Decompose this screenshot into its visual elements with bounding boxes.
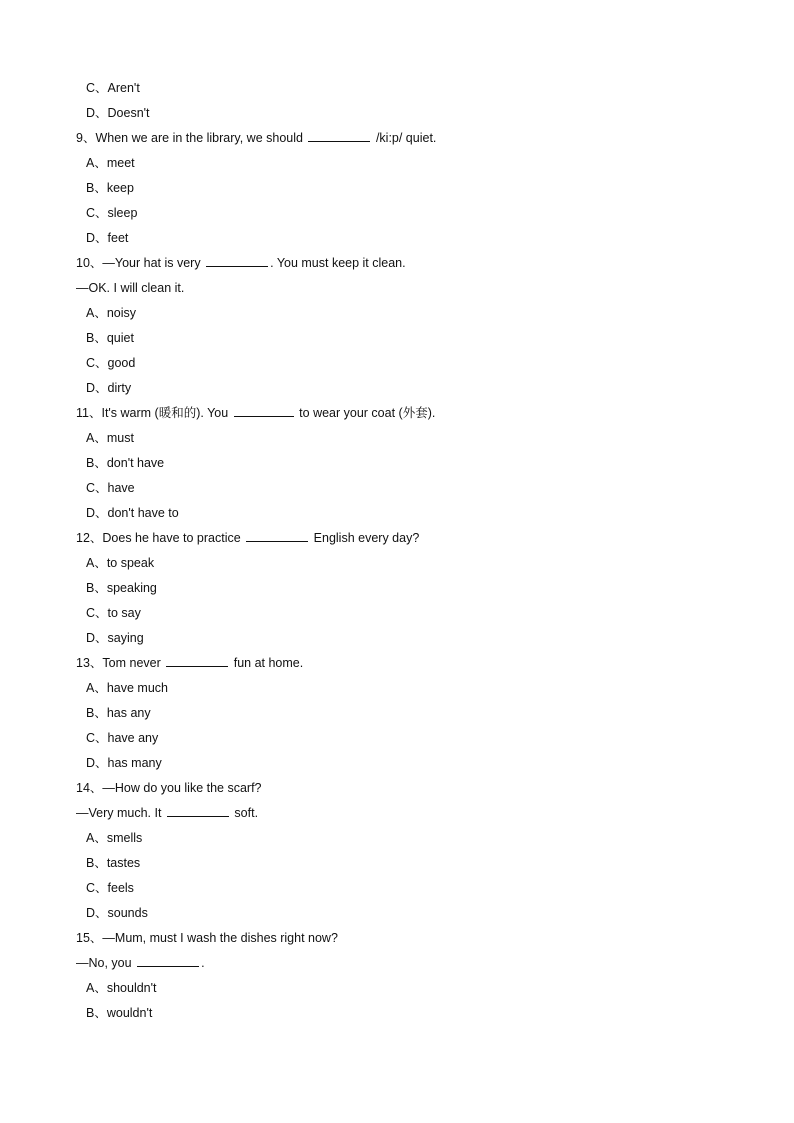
q14-reply [0, 801, 794, 826]
q15-option-a: A、shouldn't [86, 981, 157, 995]
answer-blank [234, 404, 294, 417]
q9-stem-post: /ki:p/ quiet. [375, 131, 437, 145]
q10-option-c: C、good [86, 356, 136, 370]
q13-option-a: A、have much [86, 681, 168, 695]
q11-option-a: A、must [86, 431, 134, 445]
q10-reply: —OK. I will clean it. [76, 281, 185, 295]
q15-reply-post: . [201, 956, 205, 970]
q9-stem [0, 126, 794, 151]
q10-stem-pre: 10、—Your hat is very [76, 256, 201, 270]
q11-option-d: D、don't have to [86, 506, 179, 520]
q12-option-c: C、to say [86, 606, 141, 620]
answer-blank [167, 804, 229, 817]
answer-blank [246, 529, 308, 542]
q9-option-a: A、meet [86, 156, 135, 170]
answer-blank [206, 254, 268, 267]
q14-reply-post: soft. [234, 806, 259, 820]
q10-stem [0, 251, 794, 276]
answer-blank [166, 654, 228, 667]
q9-stem-pre: 9、When we are in the library, we should [76, 131, 303, 145]
q14-stem: 14、—How do you like the scarf? [76, 781, 262, 795]
q13-stem-pre: 13、Tom never [76, 656, 161, 670]
q13-option-c: C、have any [86, 731, 159, 745]
q11-stem-post: to wear your coat (外套). [299, 406, 436, 420]
q14-option-d: D、sounds [86, 906, 148, 920]
q15-reply [0, 951, 794, 976]
q13-stem [0, 651, 794, 676]
q11-stem-pre: 11、It's warm (暖和的). You [76, 406, 229, 420]
q12-stem-pre: 12、Does he have to practice [76, 531, 241, 545]
q10-option-b: B、quiet [86, 331, 134, 345]
q14-option-a: A、smells [86, 831, 143, 845]
answer-blank [308, 129, 370, 142]
q11-option-c: C、have [86, 481, 135, 495]
answer-blank [137, 954, 199, 967]
q14-option-b: B、tastes [86, 856, 141, 870]
q8-option-c: C、Aren't [86, 81, 140, 95]
q15-option-b: B、wouldn't [86, 1006, 153, 1020]
q9-option-c: C、sleep [86, 206, 138, 220]
q12-stem [0, 526, 794, 551]
q12-option-a: A、to speak [86, 556, 155, 570]
q14-option-c: C、feels [86, 881, 134, 895]
q10-stem-post: . You must keep it clean. [270, 256, 406, 270]
q15-stem: 15、—Mum, must I wash the dishes right now? [76, 931, 338, 945]
q12-stem-post: English every day? [313, 531, 420, 545]
q11-option-b: B、don't have [86, 456, 165, 470]
q9-option-d: D、feet [86, 231, 129, 245]
q13-stem-post: fun at home. [233, 656, 304, 670]
q12-option-b: B、speaking [86, 581, 157, 595]
q10-option-a: A、noisy [86, 306, 137, 320]
q12-option-d: D、saying [86, 631, 144, 645]
q8-option-d: D、Doesn't [86, 106, 150, 120]
q9-option-b: B、keep [86, 181, 134, 195]
q15-reply-pre: —No, you [76, 956, 132, 970]
q14-reply-pre: —Very much. It [76, 806, 162, 820]
q13-option-b: B、has any [86, 706, 151, 720]
exam-page [0, 76, 794, 1026]
q11-stem [0, 401, 794, 426]
q13-option-d: D、has many [86, 756, 162, 770]
q10-option-d: D、dirty [86, 381, 132, 395]
